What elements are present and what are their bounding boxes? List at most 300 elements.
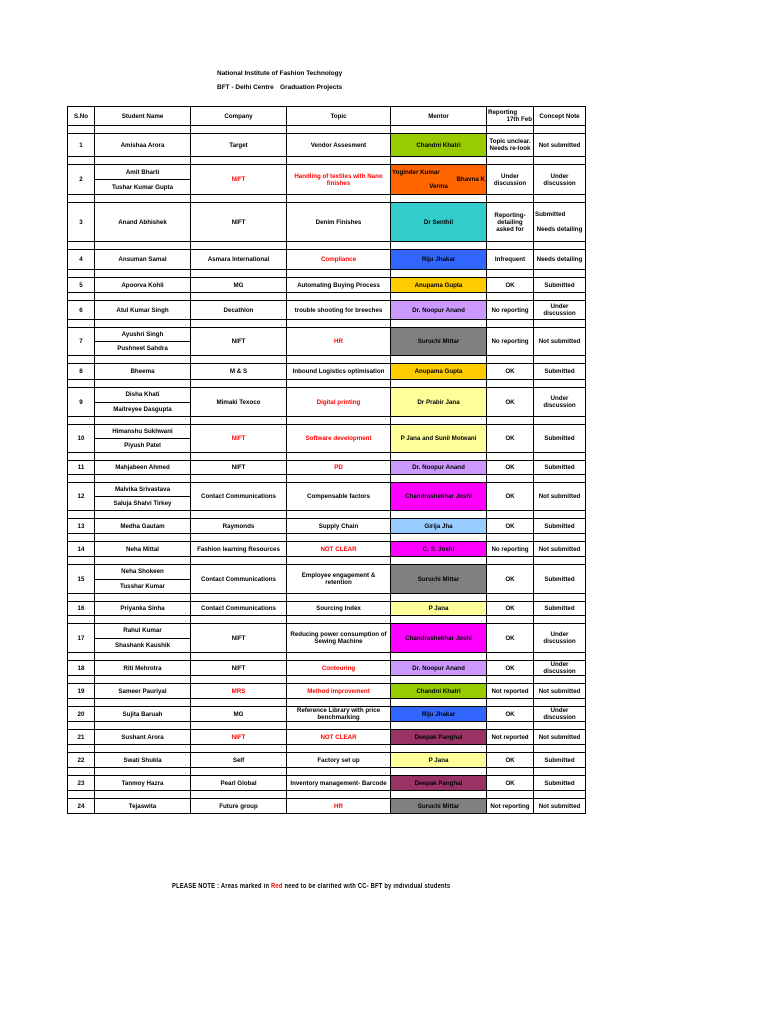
table-row: [68, 519, 586, 534]
reporting-cell: OK: [487, 565, 534, 594]
spacer-cell: [68, 380, 95, 388]
mentor-cell: Deepak Panghal: [391, 776, 487, 791]
spacer-cell: [68, 653, 95, 661]
spacer-cell: [487, 768, 534, 776]
topic-cell: Denim Finishes: [287, 203, 391, 242]
spacer-cell: [287, 157, 391, 165]
student-name-cell: Malvika Srivastava: [95, 483, 191, 497]
table-row: [68, 684, 586, 699]
spacer-cell: [534, 791, 586, 799]
spacer-cell: [487, 195, 534, 203]
spacer-cell: [487, 745, 534, 753]
spacer-cell: [287, 722, 391, 730]
spacer-cell: [391, 653, 487, 661]
spacer-cell: [68, 534, 95, 542]
spacer-cell: [287, 380, 391, 388]
spacer-cell: [95, 653, 191, 661]
spacer-row: [68, 557, 586, 565]
spacer-cell: [391, 270, 487, 278]
spacer-cell: [287, 293, 391, 301]
footnote-prefix: PLEASE NOTE : Areas marked in: [172, 883, 272, 890]
table-row: [68, 730, 586, 745]
spacer-cell: [391, 511, 487, 519]
sno-cell: 12: [68, 483, 95, 511]
spacer-row: [68, 676, 586, 684]
spacer-cell: [391, 475, 487, 483]
spacer-row: [68, 453, 586, 461]
reporting-cell: OK: [487, 461, 534, 475]
spacer-cell: [391, 417, 487, 425]
spacer-cell: [287, 676, 391, 684]
mentor-cell: Suruchi Mittar: [391, 565, 487, 594]
student-name-cell: Disha Khati: [95, 388, 191, 403]
reporting-cell: OK: [487, 364, 534, 380]
sno-cell: 3: [68, 203, 95, 242]
reporting-cell: No reporting: [487, 542, 534, 557]
spacer-row: [68, 242, 586, 250]
sno-cell: 11: [68, 461, 95, 475]
spacer-cell: [487, 320, 534, 328]
spacer-cell: [95, 475, 191, 483]
spacer-cell: [391, 557, 487, 565]
reporting-cell: OK: [487, 776, 534, 791]
spacer-cell: [487, 475, 534, 483]
spacer-cell: [391, 453, 487, 461]
spacer-cell: [68, 745, 95, 753]
reporting-cell: OK: [487, 624, 534, 653]
spacer-cell: [487, 417, 534, 425]
spacer-cell: [287, 653, 391, 661]
company-cell: Contact Communications: [191, 483, 287, 511]
topic-cell: Inbound Logistics optimisation: [287, 364, 391, 380]
spacer-cell: [534, 616, 586, 624]
concept-note-cell: Submitted: [534, 565, 586, 594]
mentor-cell: Chandni Khatri: [391, 134, 487, 157]
spacer-cell: [95, 616, 191, 624]
student-name-cell: Apoorva Kohli: [95, 278, 191, 293]
topic-cell: Contouring: [287, 661, 391, 676]
spacer-cell: [68, 157, 95, 165]
concept-note-cell: Not submitted: [534, 684, 586, 699]
institute-title: National Institute of Fashion Technology: [217, 70, 343, 77]
spacer-cell: [191, 557, 287, 565]
col-header-reporting: [487, 107, 534, 126]
mentor-cell: P Jana: [391, 753, 487, 768]
sno-cell: 14: [68, 542, 95, 557]
mentor-name-part: Verma: [429, 183, 448, 190]
student-name-cell: Bheema: [95, 364, 191, 380]
concept-note-cell: Under discussion: [534, 661, 586, 676]
spacer-cell: [534, 676, 586, 684]
spacer-cell: [68, 293, 95, 301]
reporting-cell: OK: [487, 278, 534, 293]
table-row: [68, 165, 586, 180]
student-name-cell: Ayushri Singh: [95, 328, 191, 342]
spacer-row: [68, 475, 586, 483]
topic-cell: Software development: [287, 425, 391, 453]
spacer-row: [68, 356, 586, 364]
spacer-cell: [534, 293, 586, 301]
concept-note-cell: Not submitted: [534, 483, 586, 511]
reporting-cell: OK: [487, 707, 534, 722]
mentor-cell: Riju Jhakar: [391, 707, 487, 722]
footnote: [172, 883, 450, 890]
spacer-cell: [487, 242, 534, 250]
spacer-row: [68, 320, 586, 328]
spacer-cell: [391, 356, 487, 364]
spacer-cell: [487, 557, 534, 565]
spacer-cell: [391, 616, 487, 624]
company-cell: Contact Communications: [191, 602, 287, 616]
table-row: [68, 753, 586, 768]
topic-cell: Method improvement: [287, 684, 391, 699]
spacer-cell: [191, 320, 287, 328]
spacer-cell: [534, 557, 586, 565]
spacer-cell: [487, 511, 534, 519]
company-cell: Decathlon: [191, 301, 287, 320]
spacer-cell: [391, 768, 487, 776]
table-header-row: [68, 107, 586, 126]
spacer-cell: [68, 126, 95, 134]
reporting-cell: OK: [487, 753, 534, 768]
student-name-cell: Tushar Kumar Gupta: [95, 180, 191, 195]
concept-note-cell: Submitted: [534, 602, 586, 616]
company-cell: MG: [191, 278, 287, 293]
spacer-cell: [487, 126, 534, 134]
reporting-cell: OK: [487, 661, 534, 676]
spacer-cell: [487, 616, 534, 624]
student-name-cell: Saluja Shalvi Tirkey: [95, 497, 191, 511]
spacer-row: [68, 511, 586, 519]
company-cell: Target: [191, 134, 287, 157]
spacer-cell: [191, 242, 287, 250]
company-cell: Raymonds: [191, 519, 287, 534]
spacer-row: [68, 722, 586, 730]
spacer-cell: [68, 242, 95, 250]
spacer-cell: [95, 676, 191, 684]
spacer-cell: [191, 475, 287, 483]
topic-cell: Reference Library with price benchmarking: [287, 707, 391, 722]
student-name-cell: Maitreyee Dasgupta: [95, 402, 191, 417]
concept-note-cell: Under discussion: [534, 624, 586, 653]
spacer-cell: [68, 699, 95, 707]
reporting-header-line1: Reporting: [488, 109, 518, 116]
concept-note-cell: Not submitted: [534, 799, 586, 814]
reporting-cell: Not reporting: [487, 799, 534, 814]
spacer-row: [68, 699, 586, 707]
spacer-cell: [391, 195, 487, 203]
spacer-cell: [68, 356, 95, 364]
spacer-cell: [487, 356, 534, 364]
company-cell: MRS: [191, 684, 287, 699]
spacer-cell: [487, 293, 534, 301]
spacer-cell: [95, 594, 191, 602]
company-cell: NIFT: [191, 165, 287, 195]
mentor-cell: Chandrashekhar Joshi: [391, 483, 487, 511]
reporting-cell: Infrequent: [487, 250, 534, 270]
spacer-cell: [191, 653, 287, 661]
topic-cell: trouble shooting for breeches: [287, 301, 391, 320]
student-name-cell: Neha Mittal: [95, 542, 191, 557]
mentor-cell: Suruchi Mittar: [391, 328, 487, 356]
mentor-cell: Girija Jha: [391, 519, 487, 534]
spacer-cell: [534, 699, 586, 707]
spacer-row: [68, 616, 586, 624]
topic-cell: Automating Buying Process: [287, 278, 391, 293]
topic-cell: Handling of textiles with Nano finishes: [287, 165, 391, 195]
reporting-cell: Not reported: [487, 730, 534, 745]
spacer-cell: [534, 594, 586, 602]
spacer-cell: [487, 380, 534, 388]
student-name-cell: Ansuman Samal: [95, 250, 191, 270]
spacer-cell: [487, 699, 534, 707]
sno-cell: 7: [68, 328, 95, 356]
spacer-cell: [191, 157, 287, 165]
spacer-cell: [534, 417, 586, 425]
sno-cell: 15: [68, 565, 95, 594]
student-name-cell: Medha Gautam: [95, 519, 191, 534]
table-row: [68, 542, 586, 557]
reporting-cell: Not reported: [487, 684, 534, 699]
spacer-cell: [534, 534, 586, 542]
company-cell: NIFT: [191, 624, 287, 653]
spacer-cell: [287, 475, 391, 483]
spacer-cell: [487, 594, 534, 602]
spacer-row: [68, 195, 586, 203]
table-row: [68, 425, 586, 439]
concept-note-cell: Submitted: [534, 776, 586, 791]
mentor-name-part: Bhavna K: [456, 176, 485, 183]
spacer-cell: [191, 356, 287, 364]
spacer-cell: [68, 676, 95, 684]
student-name-cell: Tusshar Kumar: [95, 579, 191, 594]
topic-cell: Supply Chain: [287, 519, 391, 534]
spacer-cell: [95, 417, 191, 425]
spacer-cell: [95, 270, 191, 278]
spacer-cell: [191, 699, 287, 707]
projects-table: [67, 106, 586, 814]
mentor-cell: Chandrashekhar Joshi: [391, 624, 487, 653]
spacer-cell: [534, 195, 586, 203]
table-row: [68, 134, 586, 157]
company-cell: NIFT: [191, 461, 287, 475]
spacer-cell: [191, 745, 287, 753]
topic-cell: PD: [287, 461, 391, 475]
spacer-row: [68, 157, 586, 165]
col-header-topic: Topic: [287, 107, 391, 126]
topic-cell: Reducing power consumption of Sewing Machine: [287, 624, 391, 653]
spacer-cell: [191, 722, 287, 730]
table-row: [68, 364, 586, 380]
company-cell: Future group: [191, 799, 287, 814]
concept-note-cell: Not submitted: [534, 328, 586, 356]
spacer-row: [68, 534, 586, 542]
spacer-cell: [191, 293, 287, 301]
company-cell: NIFT: [191, 203, 287, 242]
spacer-cell: [191, 791, 287, 799]
spacer-cell: [391, 676, 487, 684]
company-cell: Fashion learning Resources: [191, 542, 287, 557]
table-row: [68, 707, 586, 722]
sno-cell: 13: [68, 519, 95, 534]
spacer-row: [68, 594, 586, 602]
spacer-row: [68, 768, 586, 776]
spacer-cell: [191, 594, 287, 602]
topic-cell: Compliance: [287, 250, 391, 270]
sno-cell: 19: [68, 684, 95, 699]
table-row: [68, 278, 586, 293]
spacer-cell: [487, 270, 534, 278]
spacer-cell: [68, 594, 95, 602]
topic-cell: NOT CLEAR: [287, 730, 391, 745]
student-name-cell: Piyush Patel: [95, 439, 191, 453]
company-cell: MG: [191, 707, 287, 722]
spacer-cell: [95, 791, 191, 799]
table-row: [68, 301, 586, 320]
mentor-cell: Deepak Panghal: [391, 730, 487, 745]
spacer-cell: [534, 320, 586, 328]
sno-cell: 22: [68, 753, 95, 768]
student-name-cell: Atul Kumar Singh: [95, 301, 191, 320]
sno-cell: 17: [68, 624, 95, 653]
mentor-cell: Dr. Noopur Anand: [391, 661, 487, 676]
spacer-cell: [391, 745, 487, 753]
concept-note-cell: Submitted: [534, 519, 586, 534]
spacer-cell: [391, 380, 487, 388]
spacer-cell: [391, 722, 487, 730]
spacer-cell: [534, 356, 586, 364]
topic-cell: Inventory management- Barcode: [287, 776, 391, 791]
spacer-cell: [95, 557, 191, 565]
student-name-cell: Amit Bharti: [95, 165, 191, 180]
student-name-cell: Pushneet Sahdra: [95, 342, 191, 356]
spacer-cell: [287, 195, 391, 203]
student-name-cell: Tejaswita: [95, 799, 191, 814]
spacer-cell: [534, 722, 586, 730]
reporting-cell: OK: [487, 483, 534, 511]
student-name-cell: Priyanka Sinha: [95, 602, 191, 616]
reporting-cell: OK: [487, 425, 534, 453]
table-row: [68, 776, 586, 791]
spacer-cell: [191, 195, 287, 203]
company-cell: Self: [191, 753, 287, 768]
subtitle-label: Graduation Projects: [280, 84, 343, 91]
spacer-row: [68, 126, 586, 134]
table-row: [68, 250, 586, 270]
spacer-cell: [534, 453, 586, 461]
spacer-cell: [534, 157, 586, 165]
student-name-cell: Tanmoy Hazra: [95, 776, 191, 791]
spacer-cell: [191, 270, 287, 278]
spacer-cell: [534, 511, 586, 519]
spacer-row: [68, 745, 586, 753]
spacer-cell: [287, 699, 391, 707]
spacer-cell: [95, 293, 191, 301]
mentor-cell: Suruchi Mittar: [391, 799, 487, 814]
spacer-cell: [534, 653, 586, 661]
sno-cell: 8: [68, 364, 95, 380]
spacer-cell: [95, 242, 191, 250]
spacer-cell: [191, 126, 287, 134]
sno-cell: 6: [68, 301, 95, 320]
concept-note-cell: Under discussion: [534, 707, 586, 722]
spacer-cell: [391, 534, 487, 542]
spacer-cell: [191, 768, 287, 776]
spacer-cell: [391, 126, 487, 134]
sno-cell: 23: [68, 776, 95, 791]
mentor-cell: Dr Senthil: [391, 203, 487, 242]
concept-note-cell: Not submitted: [534, 542, 586, 557]
spacer-cell: [534, 242, 586, 250]
company-cell: NIFT: [191, 661, 287, 676]
spacer-cell: [68, 557, 95, 565]
spacer-cell: [68, 320, 95, 328]
reporting-cell: Under discussion: [487, 165, 534, 195]
reporting-cell: OK: [487, 388, 534, 417]
spacer-cell: [95, 722, 191, 730]
spacer-cell: [287, 270, 391, 278]
spacer-cell: [287, 126, 391, 134]
spacer-cell: [287, 594, 391, 602]
spacer-cell: [391, 594, 487, 602]
spacer-cell: [191, 380, 287, 388]
company-cell: M & S: [191, 364, 287, 380]
sno-cell: 2: [68, 165, 95, 195]
spacer-cell: [534, 270, 586, 278]
concept-note-cell: Submitted: [534, 753, 586, 768]
spacer-row: [68, 417, 586, 425]
spacer-cell: [487, 157, 534, 165]
concept-note-cell: Under discussion: [534, 301, 586, 320]
table-row: [68, 602, 586, 616]
spacer-cell: [487, 453, 534, 461]
student-name-cell: Rahul Kumar: [95, 624, 191, 639]
student-name-cell: Himanshu Sukhwani: [95, 425, 191, 439]
topic-cell: HR: [287, 328, 391, 356]
spacer-cell: [534, 475, 586, 483]
reporting-cell: OK: [487, 602, 534, 616]
student-name-cell: Sameer Pauriyal: [95, 684, 191, 699]
mentor-name-part: Yoginder Kumar: [392, 169, 440, 176]
student-name-cell: Neha Shokeen: [95, 565, 191, 580]
mentor-cell: Chandni Khatri: [391, 684, 487, 699]
sno-cell: 9: [68, 388, 95, 417]
spacer-cell: [95, 511, 191, 519]
spacer-cell: [287, 511, 391, 519]
sno-cell: 18: [68, 661, 95, 676]
spacer-cell: [287, 242, 391, 250]
spacer-cell: [68, 417, 95, 425]
sno-cell: 4: [68, 250, 95, 270]
spacer-row: [68, 791, 586, 799]
spacer-cell: [287, 791, 391, 799]
spacer-cell: [95, 699, 191, 707]
spacer-cell: [68, 511, 95, 519]
concept-note-cell: Submitted: [534, 461, 586, 475]
table-row: [68, 483, 586, 497]
spacer-cell: [287, 616, 391, 624]
spacer-cell: [95, 768, 191, 776]
topic-cell: Sourcing Index: [287, 602, 391, 616]
spacer-cell: [68, 768, 95, 776]
col-header-concept: Concept Note: [534, 107, 586, 126]
student-name-cell: Mahjabeen Ahmed: [95, 461, 191, 475]
mentor-cell: Dr. Noopur Anand: [391, 461, 487, 475]
concept-line: Submitted: [535, 211, 566, 218]
sno-cell: 1: [68, 134, 95, 157]
sno-cell: 21: [68, 730, 95, 745]
sno-cell: 5: [68, 278, 95, 293]
